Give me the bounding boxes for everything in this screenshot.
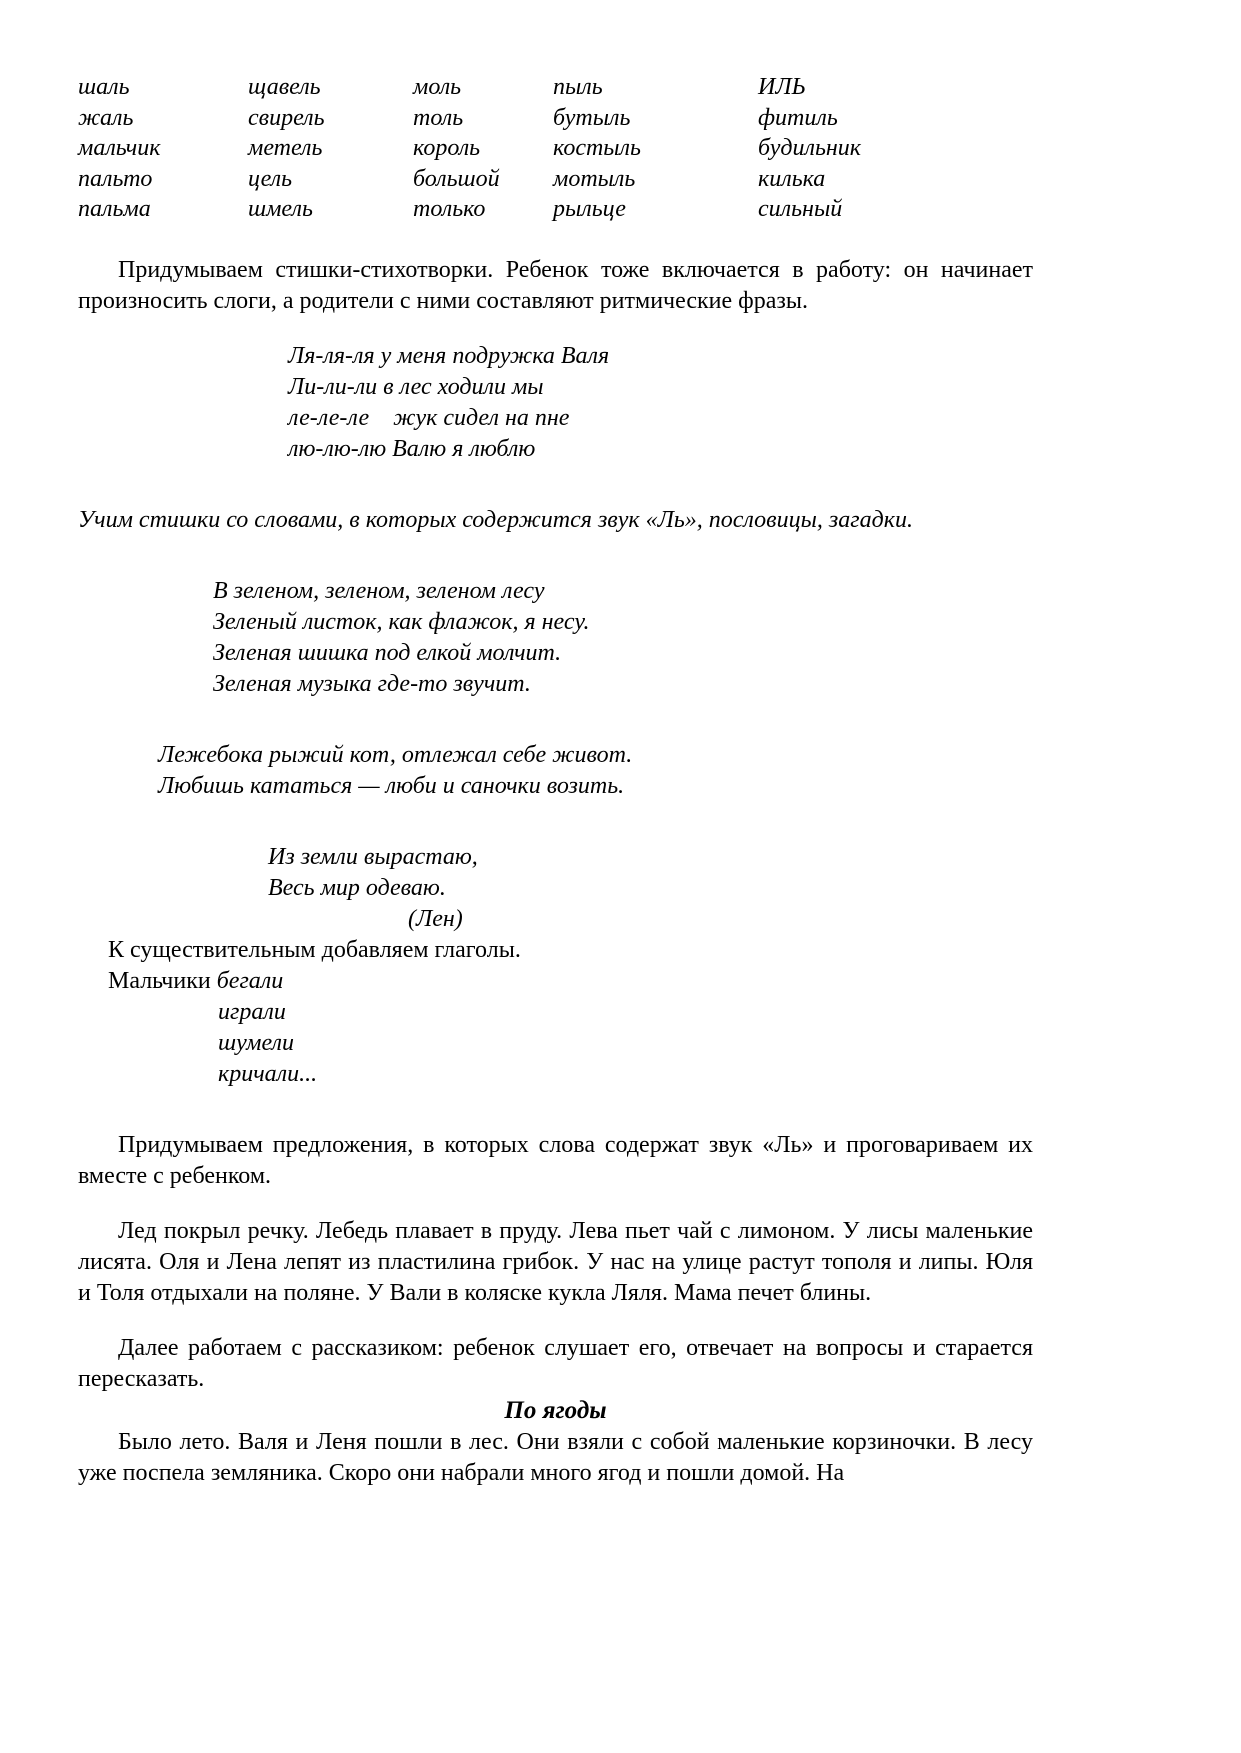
spacer	[78, 1192, 1033, 1216]
word-cell: щавель	[248, 74, 321, 100]
riddle-block	[78, 842, 1033, 904]
spacer	[78, 1309, 1033, 1333]
word-cell: мальчик	[78, 135, 161, 161]
story-text: Было лето. Валя и Леня пошли в лес. Они взяли с собой маленькие корзиночки. В лесу уже поспела земляника. Скоро они набрали много ягод и пошли домой. На	[78, 1428, 1033, 1486]
spacer	[78, 700, 1033, 740]
word-grid	[78, 72, 1033, 225]
verse-line: Зеленая шишка под елкой молчит.	[213, 639, 562, 666]
word-cell: моль	[413, 74, 462, 100]
word-cell: фитиль	[758, 104, 838, 131]
word-cell: бутыль	[553, 104, 631, 131]
spacer	[78, 1090, 1033, 1130]
word-cell: жаль	[78, 104, 134, 131]
paragraph-sentence-examples: Лед покрыл речку. Лебедь плавает в пруду. Лева пьет чай с лимоном. У лисы маленькие лисята. Оля и Лена лепят из пластилина грибок. У нас на улице растут тополя и липы. Юля и Толя отдыхали на поляне. У Вали в коляске кукла Ляля. Мама печет блины.	[78, 1217, 1033, 1306]
word-cell: пальто	[78, 165, 153, 192]
word-cell: свирель	[248, 104, 325, 131]
spacer	[78, 317, 1033, 341]
verse-line: Любишь кататься — люби и саночки возить.	[158, 772, 625, 799]
verse-line: Зеленая музыка где-то звучит.	[213, 670, 531, 697]
word-cell: метель	[248, 135, 323, 161]
verbs-verb-2: шумели	[218, 1029, 295, 1056]
table-row	[78, 72, 1033, 103]
word-cell: цель	[248, 165, 293, 192]
word-cell: килька	[758, 165, 826, 192]
paragraph-intro-rhymes: Придумываем стишки-стихотворки. Ребенок тоже включается в работу: он начинает произносить слоги, а родители с ними составляют ритмические фразы.	[78, 256, 1033, 314]
verse-line: Лежебока рыжий кот, отлежал себе живот.	[158, 741, 633, 768]
spacer	[78, 802, 1033, 842]
table-row	[78, 103, 1033, 134]
verbs-subject-line	[78, 966, 1033, 997]
riddle-line: Весь мир одеваю.	[268, 874, 446, 901]
verse-line: лю-лю-лю Валю я люблю	[288, 435, 536, 462]
word-cell: сильный	[758, 196, 843, 222]
verbs-verb-0: бегали	[216, 967, 284, 994]
verbs-verb-1: играли	[218, 998, 286, 1025]
word-cell: король	[413, 135, 481, 161]
paragraph-story-instruction: Далее работаем с рассказиком: ребенок слушает его, отвечает на вопросы и старается пересказать.	[78, 1334, 1033, 1392]
verse-block-syllable-rhymes	[78, 341, 1033, 465]
word-cell: пыль	[553, 74, 603, 100]
verse-line: ле-ле-ле жук сидел на пне	[288, 404, 570, 431]
lead-line-learn-rhymes: Учим стишки со словами, в которых содержится звук «Ль», пословицы, загадки.	[78, 506, 913, 533]
spacer	[78, 536, 1033, 576]
word-cell: шаль	[78, 74, 130, 100]
verse-line: Ля-ля-ля у меня подружка Валя	[288, 342, 610, 369]
word-cell: рыльце	[553, 196, 626, 222]
spacer	[78, 465, 1033, 505]
page-content	[78, 72, 1033, 1489]
word-cell: костыль	[553, 135, 641, 161]
word-cell: ИЛЬ	[758, 74, 806, 100]
table-row	[78, 194, 1033, 225]
paragraph-invent-sentences: Придумываем предложения, в которых слова содержат звук «Ль» и проговариваем их вместе с ребенком.	[78, 1131, 1033, 1189]
table-row	[78, 164, 1033, 195]
verse-block-green-forest	[78, 576, 1033, 700]
spacer	[78, 225, 1033, 255]
riddle-line: Из земли вырастаю,	[268, 843, 478, 870]
verbs-verb-3: кричали...	[218, 1060, 318, 1087]
verse-line: Ли-ли-ли в лес ходили мы	[288, 373, 544, 400]
verse-block-proverbs	[78, 740, 1033, 802]
word-cell: пальма	[78, 196, 151, 222]
riddle-answer: (Лен)	[408, 905, 463, 932]
verbs-list	[78, 997, 1033, 1090]
word-cell: большой	[413, 165, 500, 192]
word-cell: мотыль	[553, 165, 636, 192]
table-row	[78, 133, 1033, 164]
verbs-subject: Мальчики	[108, 967, 217, 994]
story-title: По ягоды	[504, 1396, 607, 1424]
word-cell: шмель	[248, 196, 313, 222]
verse-line: В зеленом, зеленом, зеленом лесу	[213, 577, 545, 604]
verse-line: Зеленый листок, как флажок, я несу.	[213, 608, 590, 635]
verbs-intro: К существительным добавляем глаголы.	[108, 936, 521, 963]
word-cell: толь	[413, 104, 464, 131]
word-cell: будильник	[758, 135, 861, 161]
word-cell: только	[413, 196, 486, 222]
